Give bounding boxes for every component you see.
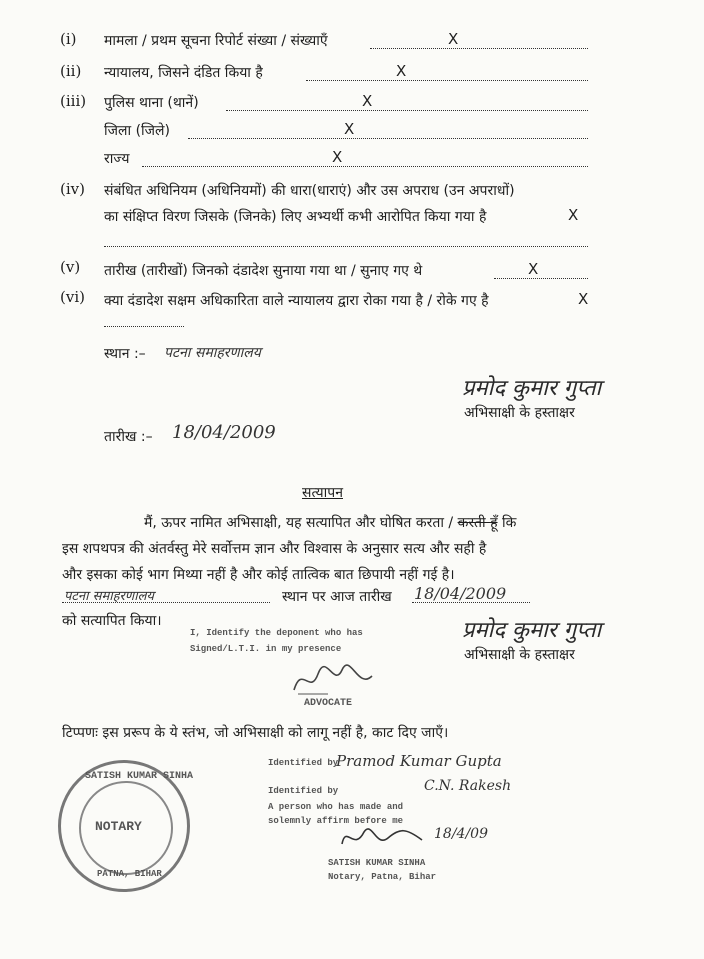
verification-middle: स्थान पर आज तारीख (282, 589, 392, 605)
notary-line: solemnly affirm before me (268, 816, 404, 826)
item-value: X (396, 62, 407, 80)
fill-line (188, 138, 588, 139)
date-value: 18/04/2009 (172, 422, 276, 443)
item-number: (iii) (60, 92, 87, 110)
notary-seal (58, 760, 194, 892)
verification-place: पटना समाहरणालय (64, 589, 154, 604)
signature-label-2: अभिसाक्षी के हस्ताक्षर (464, 647, 575, 663)
fill-line (306, 80, 588, 81)
verification-line2: इस शपथपत्र की अंतर्वस्तु मेरे सर्वोत्तम ज्ञान और विश्वास के अनुसार सत्य और सही है (62, 541, 487, 557)
item-label: मामला / प्रथम सूचना रिपोर्ट संख्या / संख्याएँ (104, 33, 328, 49)
item-label: संबंधित अधिनियम (अधिनियमों) की धारा(धाराएं) और उस अपराध (उन अपराधों) (104, 183, 515, 199)
notary-line: Identified by (268, 786, 339, 796)
item-number: (v) (60, 258, 81, 276)
date-label: तारीख :– (104, 429, 153, 445)
item-value: X (344, 120, 355, 138)
fill-line (494, 278, 588, 279)
seal-bottom-text: PATNA, BIHAR (97, 869, 162, 879)
notary-identified-hand: C.N. Rakesh (424, 778, 512, 794)
fill-line (370, 48, 588, 49)
notary-line: Notary, Patna, Bihar (328, 872, 437, 882)
item-number: (iv) (60, 180, 85, 198)
item-label: पुलिस थाना (थानें) (104, 95, 199, 111)
item-value: X (528, 260, 539, 278)
notary-line: Identified by (268, 758, 339, 768)
fill-line (412, 602, 530, 603)
fill-line (226, 110, 588, 111)
item-value: X (448, 30, 459, 48)
verification-heading: सत्यापन (302, 485, 343, 501)
verification-line3: और इसका कोई भाग मिथ्या नहीं है और कोई तात्विक बात छिपायी नहीं गई है। (62, 567, 455, 583)
seal-top-text: SATISH KUMAR SINHA (85, 771, 194, 782)
verification-date: 18/04/2009 (414, 584, 507, 603)
item-label: जिला (जिले) (104, 123, 171, 139)
advocate-label: ADVOCATE (304, 698, 353, 709)
notary-line: SATISH KUMAR SINHA (328, 858, 426, 868)
seal-center-text: NOTARY (95, 819, 142, 834)
advocate-signature-scribble (288, 660, 378, 700)
item-label: तारीख (तारीखों) जिनको दंडादेश सुनाया गया था / सुनाए गए थे (104, 263, 423, 279)
fill-line (62, 602, 270, 603)
item-label: क्या दंडादेश सक्षम अधिकारिता वाले न्यायालय द्वारा रोका गया है / रोके गए है (104, 293, 489, 309)
item-number: (vi) (60, 288, 85, 306)
item-label-continued: का संक्षिप्त विरण जिसके (जिनके) लिए अभ्यर्थी कभी आरोपित किया गया है (104, 209, 487, 225)
signature-label: अभिसाक्षी के हस्ताक्षर (464, 405, 575, 421)
advocate-stamp-line1: I, Identify the deponent who has (190, 628, 363, 638)
place-label: स्थान :– (104, 346, 146, 362)
footnote: टिप्पणः इस प्ररूप के ये स्तंभ, जो अभिसाक्षी को लागू नहीं है, काट दिए जाएँ। (62, 725, 449, 741)
deponent-signature: प्रमोद कुमार गुप्ता (462, 376, 602, 401)
verification-struck: करती हूँ (457, 515, 498, 531)
verification-line1-a: मैं, ऊपर नामित अभिसाक्षी, यह सत्यापित और घोषित करता / (144, 515, 458, 531)
item-value: X (568, 206, 579, 224)
fill-line (142, 166, 588, 167)
item-label: न्यायालय, जिसने दंडित किया है (104, 65, 263, 81)
item-value: X (332, 148, 343, 166)
item-value: X (578, 290, 589, 308)
advocate-stamp-line2: Signed/L.T.I. in my presence (190, 644, 342, 654)
deponent-signature-2: प्रमोद कुमार गुप्ता (462, 618, 602, 643)
item-value: X (362, 92, 373, 110)
verification-line1 (144, 514, 516, 532)
verification-line1-c: कि (497, 515, 517, 531)
notary-date-hand: 18/4/09 (434, 826, 488, 842)
notary-signature-scribble (336, 818, 426, 858)
item-label: राज्य (104, 151, 130, 167)
verification-end: को सत्यापित किया। (62, 613, 162, 629)
fill-line (104, 326, 184, 327)
notary-name-hand: Pramod Kumar Gupta (336, 752, 502, 770)
place-value: पटना समाहरणालय (164, 345, 261, 361)
fill-line (104, 246, 588, 247)
item-number: (i) (60, 30, 77, 48)
item-number: (ii) (60, 62, 82, 80)
notary-line: A person who has made and (268, 802, 404, 812)
